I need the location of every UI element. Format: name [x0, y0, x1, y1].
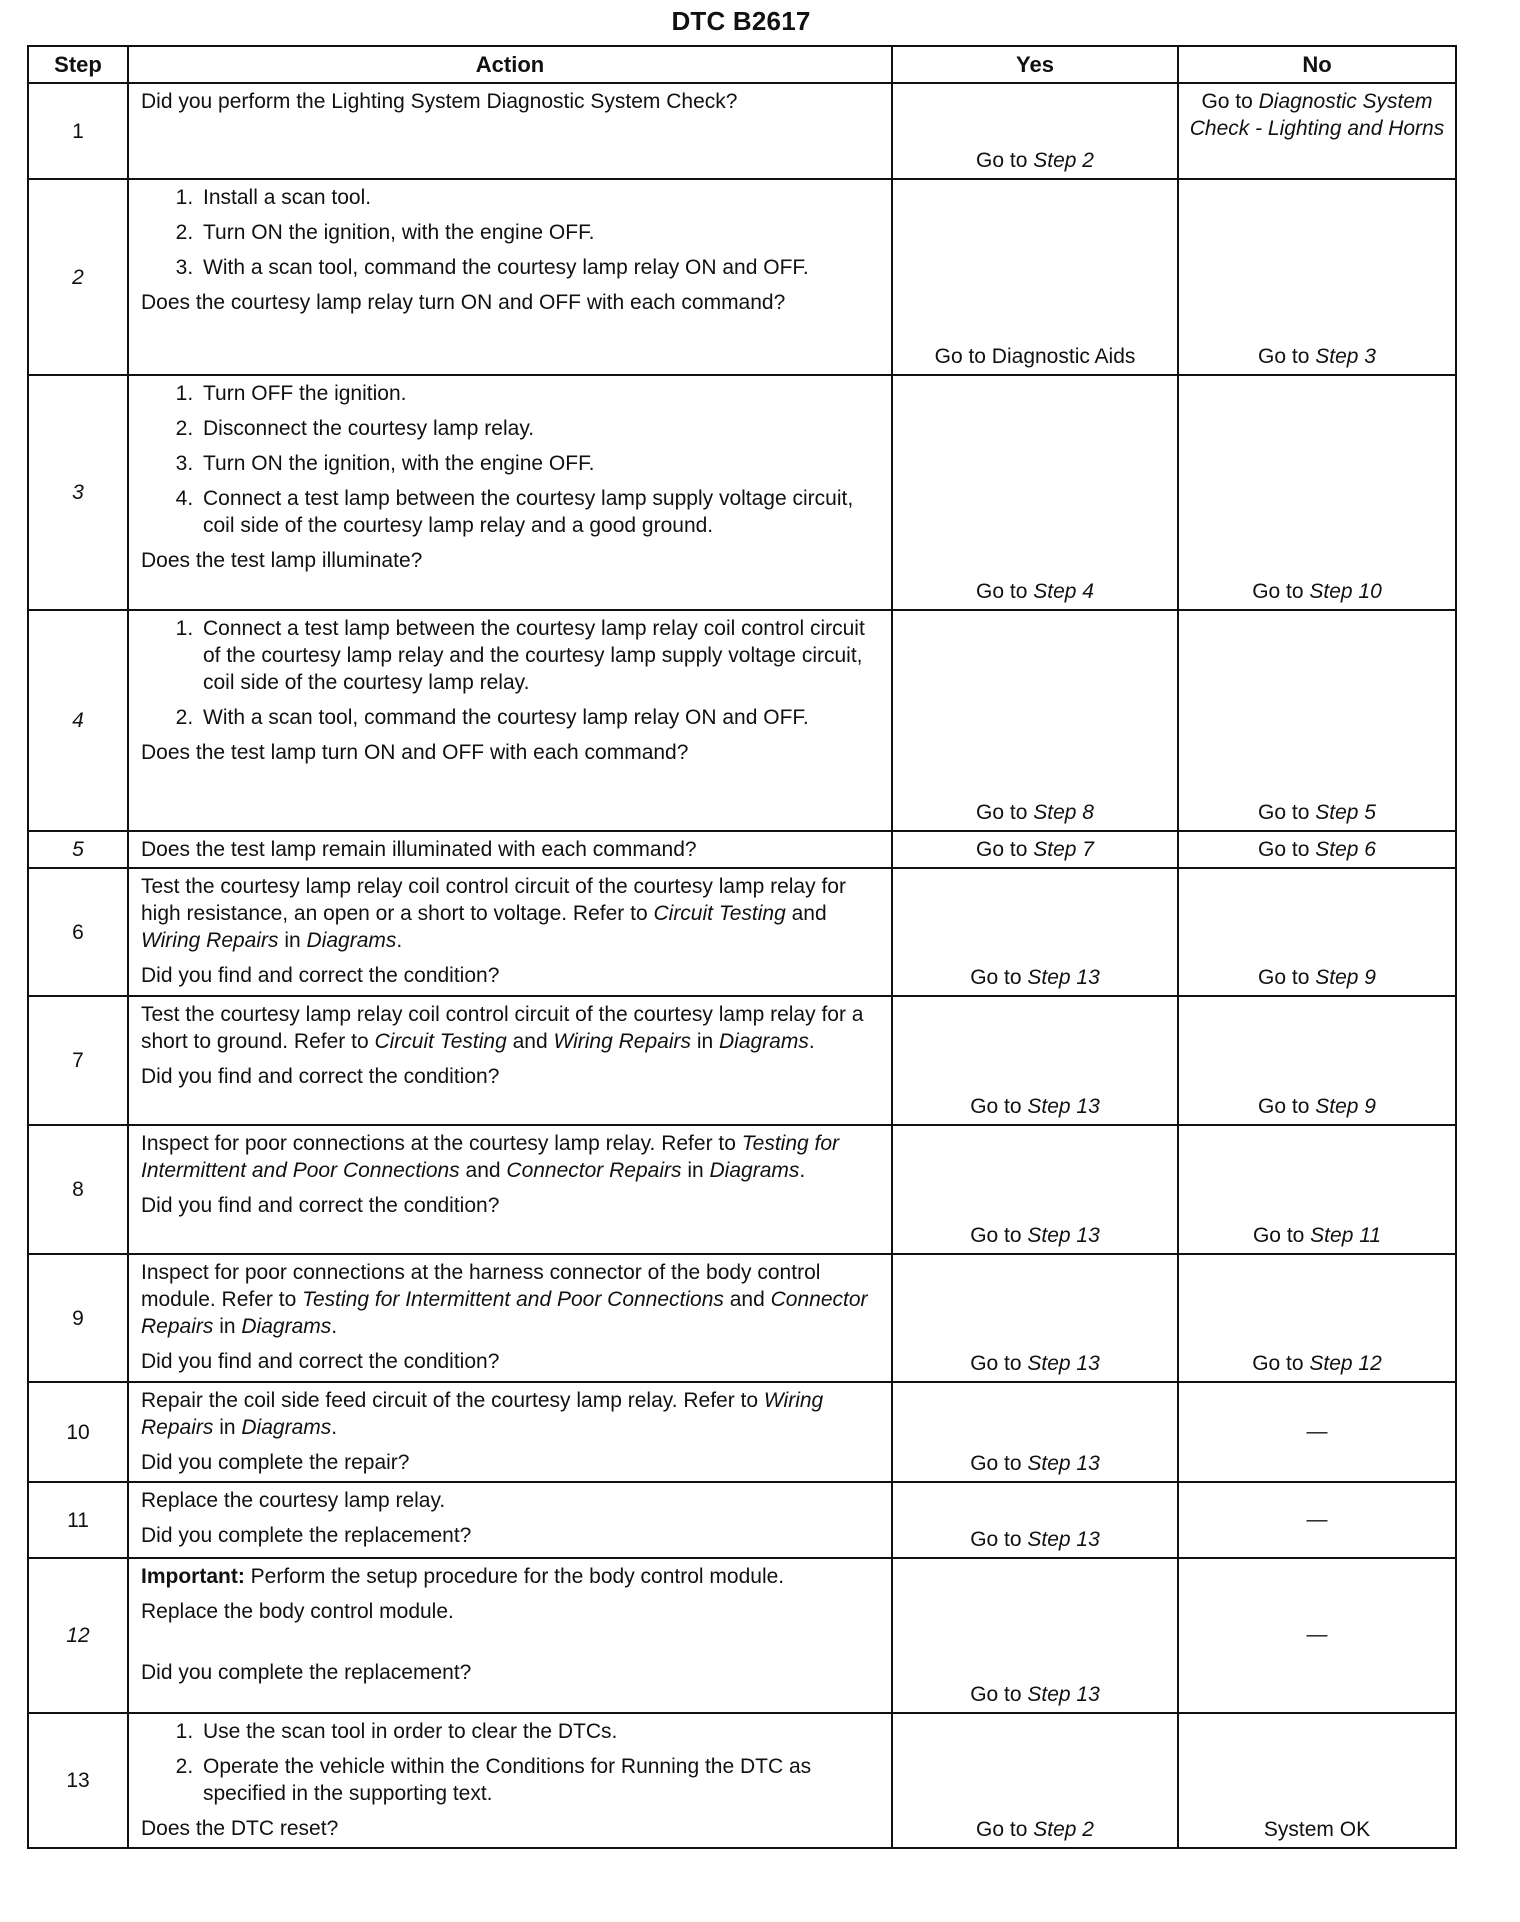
no-value: —: [1306, 1623, 1328, 1646]
yes-link[interactable]: Step 13: [1027, 1352, 1100, 1375]
instruction-text: Inspect for poor connections at the harness connector of the body control module. Refer to: [141, 1261, 821, 1311]
reference-link[interactable]: Circuit Testing: [374, 1030, 507, 1053]
yes-link[interactable]: Step 13: [1027, 966, 1100, 989]
yes-link[interactable]: Step 13: [1027, 1528, 1100, 1551]
no-link[interactable]: Step 9: [1315, 1095, 1376, 1118]
yes-prefix: Go to: [970, 1452, 1028, 1475]
reference-link[interactable]: Connector Repairs: [141, 1288, 868, 1338]
step-number: 11: [28, 1482, 128, 1558]
yes-prefix: Go to: [976, 580, 1034, 603]
no-prefix: Go to: [1252, 580, 1310, 603]
yes-prefix: Go to: [970, 1528, 1028, 1551]
action-cell: [128, 831, 892, 868]
instruction-text: and: [785, 902, 827, 925]
action-cell: [128, 610, 892, 831]
action-cell: [128, 996, 892, 1125]
action-cell: [128, 83, 892, 179]
action-question: Does the courtesy lamp relay turn ON and OFF with each command?: [141, 291, 786, 314]
step-number: 13: [28, 1713, 128, 1848]
action-question: Did you find and correct the condition?: [141, 1350, 500, 1373]
no-link[interactable]: Step 9: [1315, 966, 1376, 989]
table-row: [28, 868, 1456, 996]
no-link[interactable]: Step 12: [1309, 1352, 1382, 1375]
no-link[interactable]: Step 6: [1315, 838, 1376, 861]
no-link[interactable]: Step 11: [1310, 1224, 1382, 1247]
instruction-text: in: [278, 929, 307, 952]
list-item: 4. Connect a test lamp between the courtesy lamp supply voltage circuit, coil side of the courtesy lamp relay and a good ground.: [199, 485, 881, 539]
yes-link[interactable]: Step 13: [1027, 1224, 1100, 1247]
action-instruction: [141, 1001, 881, 1055]
table-row: [28, 1254, 1456, 1382]
instruction-text: and: [459, 1159, 507, 1182]
table-row: [28, 1125, 1456, 1254]
action-cell: [128, 375, 892, 610]
action-question: Did you complete the replacement?: [141, 1661, 472, 1684]
action-question: Did you complete the replacement?: [141, 1524, 472, 1547]
no-cell: [1178, 831, 1456, 868]
yes-prefix: Go to: [970, 1095, 1028, 1118]
list-item: 1. Use the scan tool in order to clear the DTCs.: [199, 1718, 881, 1745]
action-question: Did you complete the repair?: [141, 1451, 410, 1474]
no-prefix: Go to: [1252, 1224, 1311, 1247]
no-cell: [1178, 1254, 1456, 1382]
yes-cell: [892, 1713, 1178, 1848]
action-question: Does the test lamp illuminate?: [141, 549, 423, 572]
step-number: 7: [28, 996, 128, 1125]
table-row: [28, 179, 1456, 375]
no-cell: [1178, 1558, 1456, 1713]
instruction-text: Inspect for poor connections at the courtesy lamp relay. Refer to: [141, 1132, 742, 1155]
instruction-text: in: [681, 1159, 710, 1182]
yes-prefix: Go to: [976, 1818, 1034, 1841]
action-question: Did you perform the Lighting System Diagnostic System Check?: [141, 90, 738, 113]
reference-link[interactable]: Circuit Testing: [653, 902, 786, 925]
no-value: System OK: [1263, 1818, 1371, 1841]
reference-link[interactable]: Diagrams: [241, 1416, 332, 1439]
instruction-text: .: [799, 1159, 806, 1182]
table-row: [28, 831, 1456, 868]
action-question: Did you find and correct the condition?: [141, 964, 500, 987]
list-item: 3. Turn ON the ignition, with the engine OFF.: [199, 450, 881, 477]
reference-link[interactable]: Testing for Intermittent and Poor Connections: [141, 1132, 840, 1182]
no-cell: [1178, 610, 1456, 831]
yes-link[interactable]: Step 7: [1033, 838, 1094, 861]
no-cell: [1178, 179, 1456, 375]
action-cell: [128, 1125, 892, 1254]
no-prefix: Go to: [1258, 838, 1316, 861]
step-number: 12: [28, 1558, 128, 1713]
yes-prefix: Go to: [970, 1352, 1028, 1375]
step-number: 2: [28, 179, 128, 375]
no-cell: [1178, 1482, 1456, 1558]
table-row: [28, 996, 1456, 1125]
no-cell: [1178, 996, 1456, 1125]
yes-cell: [892, 83, 1178, 179]
instruction-text: .: [396, 929, 403, 952]
step-number: 10: [28, 1382, 128, 1482]
no-link[interactable]: Diagnostic System Check - Lighting and Horns: [1189, 90, 1445, 140]
yes-link[interactable]: Step 2: [1033, 149, 1094, 172]
table-row: [28, 1482, 1456, 1558]
no-prefix: Go to: [1258, 1095, 1316, 1118]
yes-link[interactable]: Go to Diagnostic Aids: [934, 345, 1136, 368]
action-instruction: [141, 1259, 881, 1340]
header-action: Action: [128, 46, 892, 83]
action-cell: [128, 1558, 892, 1713]
table-row: [28, 1558, 1456, 1713]
step-number: 3: [28, 375, 128, 610]
list-item: 1. Turn OFF the ignition.: [199, 380, 881, 407]
step-number: 4: [28, 610, 128, 831]
table-row: [28, 1382, 1456, 1482]
instruction-text: .: [331, 1315, 338, 1338]
diagnostic-table: [27, 45, 1457, 1849]
no-prefix: Go to: [1201, 90, 1259, 113]
yes-link[interactable]: Step 2: [1033, 1818, 1094, 1841]
yes-prefix: Go to: [976, 149, 1034, 172]
action-cell: [128, 1254, 892, 1382]
no-prefix: Go to: [1258, 345, 1316, 368]
header-step: Step: [28, 46, 128, 83]
yes-cell: [892, 1254, 1178, 1382]
list-item: 1. Install a scan tool.: [199, 184, 881, 211]
no-value: —: [1306, 1507, 1328, 1531]
yes-prefix: Go to: [976, 838, 1034, 861]
instruction-text: Test the courtesy lamp relay coil control circuit of the courtesy lamp relay for high resistance, an open or a short to voltage. Refer to: [141, 875, 846, 925]
action-instruction: [141, 873, 881, 954]
table-row: [28, 375, 1456, 610]
instruction-text: in: [213, 1315, 242, 1338]
instruction-text: and: [506, 1030, 554, 1053]
step-number: 1: [28, 83, 128, 179]
action-list: [141, 615, 881, 731]
yes-link[interactable]: Step 13: [1027, 1452, 1100, 1475]
action-instruction: [141, 1387, 881, 1441]
important-note: [141, 1563, 881, 1590]
step-number: 6: [28, 868, 128, 996]
action-list: [141, 380, 881, 539]
yes-prefix: Go to: [970, 966, 1028, 989]
no-link[interactable]: Step 5: [1315, 801, 1376, 824]
reference-link[interactable]: Wiring Repairs: [141, 929, 279, 952]
no-cell: [1178, 1713, 1456, 1848]
reference-link[interactable]: Diagrams: [719, 1030, 809, 1053]
no-prefix: Go to: [1252, 1352, 1310, 1375]
no-link[interactable]: Step 3: [1315, 345, 1376, 368]
list-item: 3. With a scan tool, command the courtesy lamp relay ON and OFF.: [199, 254, 881, 281]
reference-link[interactable]: Connector Repairs: [506, 1159, 682, 1182]
list-item: 2. Disconnect the courtesy lamp relay.: [199, 415, 881, 442]
no-link[interactable]: Step 10: [1309, 580, 1382, 603]
action-list: [141, 184, 881, 281]
yes-prefix: Go to: [970, 1224, 1028, 1247]
action-instruction: [141, 1130, 881, 1184]
yes-link[interactable]: Step 13: [1027, 1683, 1100, 1706]
reference-link[interactable]: Diagrams: [709, 1159, 800, 1182]
action-instruction: Replace the courtesy lamp relay.: [141, 1489, 446, 1512]
yes-cell: [892, 996, 1178, 1125]
no-cell: [1178, 83, 1456, 179]
page-title: DTC B2617: [671, 6, 811, 36]
instruction-text: in: [213, 1416, 242, 1439]
no-prefix: Go to: [1258, 966, 1316, 989]
header-no: No: [1178, 46, 1456, 83]
table-row: [28, 1713, 1456, 1848]
yes-cell: [892, 831, 1178, 868]
reference-link[interactable]: Testing for Intermittent and Poor Connections: [302, 1288, 724, 1311]
action-question: Does the DTC reset?: [141, 1817, 339, 1840]
instruction-text: Test the courtesy lamp relay coil control circuit of the courtesy lamp relay for a short to ground. Refer to: [141, 1003, 864, 1053]
no-cell: [1178, 1382, 1456, 1482]
action-cell: [128, 179, 892, 375]
reference-link[interactable]: Wiring Repairs: [553, 1030, 691, 1053]
list-item: 2. With a scan tool, command the courtesy lamp relay ON and OFF.: [199, 704, 881, 731]
yes-cell: [892, 179, 1178, 375]
reference-link[interactable]: Diagrams: [241, 1315, 332, 1338]
step-number: 5: [28, 831, 128, 868]
no-cell: [1178, 868, 1456, 996]
yes-cell: [892, 868, 1178, 996]
table-row: [28, 610, 1456, 831]
list-item: 2. Turn ON the ignition, with the engine OFF.: [199, 219, 881, 246]
instruction-text: in: [690, 1030, 719, 1053]
no-cell: [1178, 1125, 1456, 1254]
step-number: 8: [28, 1125, 128, 1254]
step-number: 9: [28, 1254, 128, 1382]
no-value: —: [1306, 1419, 1328, 1443]
table-header-row: [28, 46, 1456, 83]
list-item: 2. Operate the vehicle within the Conditions for Running the DTC as specified in the supporting text.: [199, 1753, 881, 1807]
yes-cell: [892, 1558, 1178, 1713]
reference-link[interactable]: Wiring Repairs: [141, 1389, 824, 1439]
action-instruction: Replace the body control module.: [141, 1600, 454, 1623]
list-item: 1. Connect a test lamp between the courtesy lamp relay coil control circuit of the courtesy lamp relay and the courtesy lamp supply voltage circuit, coil side of the courtesy lamp relay.: [199, 615, 881, 696]
no-prefix: Go to: [1258, 801, 1316, 824]
yes-prefix: Go to: [976, 801, 1034, 824]
yes-cell: [892, 610, 1178, 831]
instruction-text: and: [723, 1288, 771, 1311]
yes-prefix: Go to: [970, 1683, 1028, 1706]
yes-link[interactable]: Step 4: [1033, 580, 1094, 603]
action-cell: [128, 1382, 892, 1482]
yes-link[interactable]: Step 13: [1027, 1095, 1100, 1118]
no-cell: [1178, 375, 1456, 610]
yes-cell: [892, 1125, 1178, 1254]
action-question: Does the test lamp turn ON and OFF with each command?: [141, 741, 689, 764]
spacer: [141, 1633, 881, 1659]
action-cell: [128, 868, 892, 996]
instruction-text: Repair the coil side feed circuit of the courtesy lamp relay. Refer to: [141, 1389, 764, 1412]
yes-cell: [892, 375, 1178, 610]
header-yes: Yes: [892, 46, 1178, 83]
important-text: Perform the setup procedure for the body control module.: [244, 1565, 785, 1588]
important-label: Important:: [141, 1565, 245, 1588]
yes-cell: [892, 1382, 1178, 1482]
instruction-text: .: [331, 1416, 338, 1439]
yes-cell: [892, 1482, 1178, 1558]
action-question: Did you find and correct the condition?: [141, 1065, 500, 1088]
instruction-text: .: [808, 1030, 815, 1053]
table-row: [28, 83, 1456, 179]
action-cell: [128, 1713, 892, 1848]
yes-link[interactable]: Step 8: [1033, 801, 1094, 824]
action-question: Does the test lamp remain illuminated with each command?: [141, 838, 697, 861]
action-list: [141, 1718, 881, 1807]
reference-link[interactable]: Diagrams: [306, 929, 397, 952]
action-question: Did you find and correct the condition?: [141, 1194, 500, 1217]
action-cell: [128, 1482, 892, 1558]
